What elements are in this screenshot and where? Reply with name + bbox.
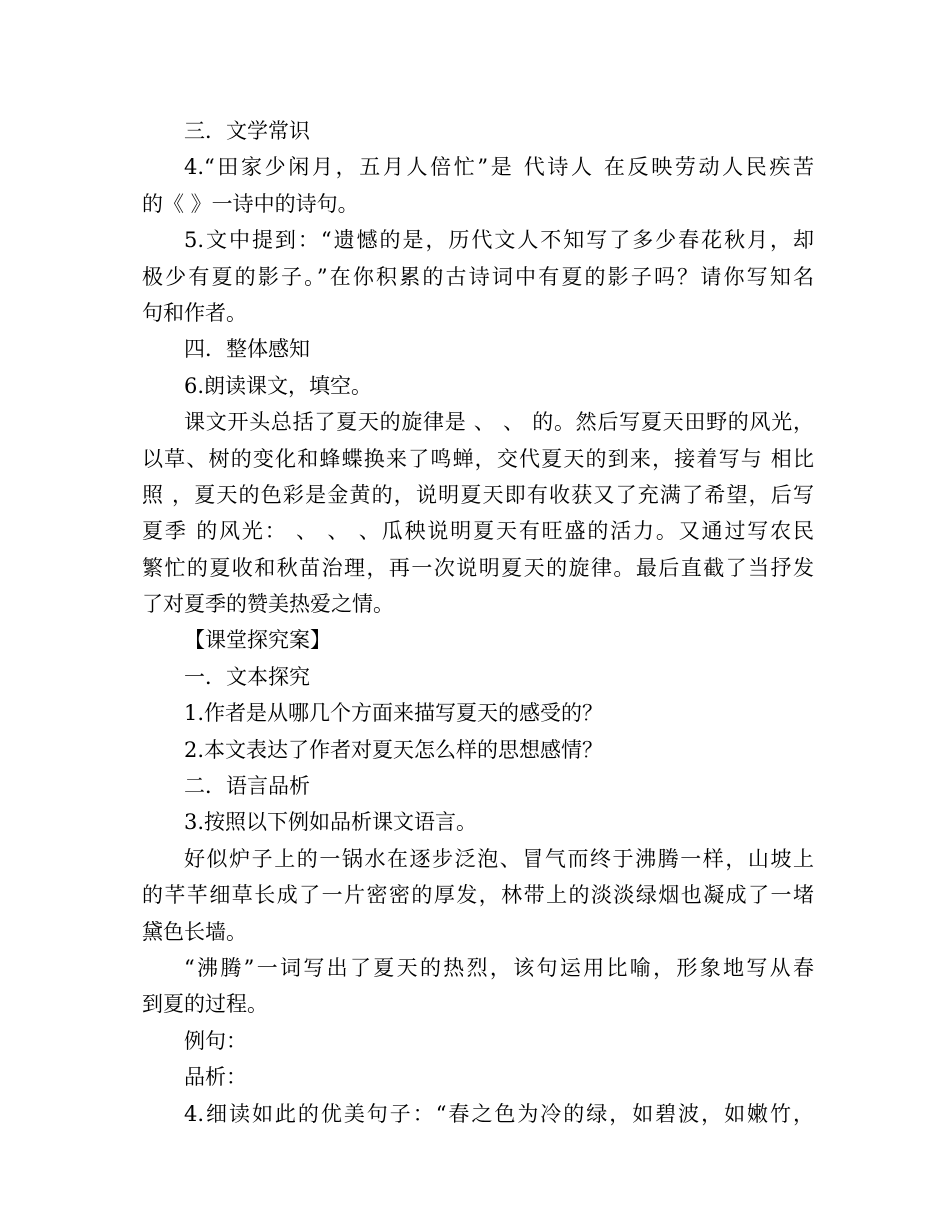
text-line: 1.作者是从哪几个方面来描写夏天的感受的？ <box>184 701 604 726</box>
text-line: 2.本文表达了作者对夏天怎么样的思想感情？ <box>184 737 604 762</box>
text-line: 四．整体感知 <box>184 337 310 362</box>
text-line: 一．文本探究 <box>184 664 310 689</box>
text-line: 6.朗读课文，填空。 <box>184 373 373 398</box>
text-line: 品析： <box>184 1065 247 1090</box>
text-line: “沸腾”一词写出了夏天的热烈，该句运用比喻，形象地写从春 <box>184 955 814 980</box>
document-body <box>142 113 814 1132</box>
text-line: 三．文学常识 <box>184 119 310 143</box>
text-line: 3.按照以下例如品析课文语言。 <box>184 810 478 835</box>
text-line: 【课堂探究案】 <box>184 628 331 653</box>
text-line: 到夏的过程。 <box>142 992 268 1017</box>
text-line: 例句： <box>184 1028 247 1053</box>
text-line: 5.文中提到：“遗憾的是，历代文人不知写了多少春花秋月，却 <box>184 228 814 253</box>
text-line: 黛色长墙。 <box>142 919 247 944</box>
text-line: 好似炉子上的一锅水在逐步泛泡、冒气而终于沸腾一样，山坡上 <box>184 846 814 871</box>
text-line: 照 ，夏天的色彩是金黄的，说明夏天即有收获又了充满了希望，后写 <box>142 482 814 507</box>
text-line: 了对夏季的赞美热爱之情。 <box>142 592 394 617</box>
text-line: 4.细读如此的优美句子：“春之色为冷的绿，如碧波，如嫩竹， <box>184 1101 814 1126</box>
text-line: 4.“田家少闲月，五月人倍忙”是 代诗人 在反映劳动人民疾苦 <box>184 155 814 180</box>
text-line: 句和作者。 <box>142 300 247 325</box>
text-line: 课文开头总括了夏天的旋律是 、 、 的。然后写夏天田野的风光， <box>184 410 814 435</box>
text-line: 二．语言品析 <box>184 774 310 799</box>
text-line: 夏季 的风光： 、 、 、瓜秧说明夏天有旺盛的活力。又通过写农民 <box>142 519 814 544</box>
text-line: 以草、树的变化和蜂蝶换来了鸣蝉，交代夏天的到来，接着写与 相比 <box>142 446 814 471</box>
text-line: 的《 》一诗中的诗句。 <box>142 191 359 216</box>
text-line: 的芊芊细草长成了一片密密的厚发，林带上的淡淡绿烟也凝成了一堵 <box>142 883 814 908</box>
text-line: 繁忙的夏收和秋苗治理，再一次说明夏天的旋律。最后直截了当抒发 <box>142 555 814 580</box>
text-line: 极少有夏的影子。”在你积累的古诗词中有夏的影子吗？请你写知名 <box>142 264 814 289</box>
